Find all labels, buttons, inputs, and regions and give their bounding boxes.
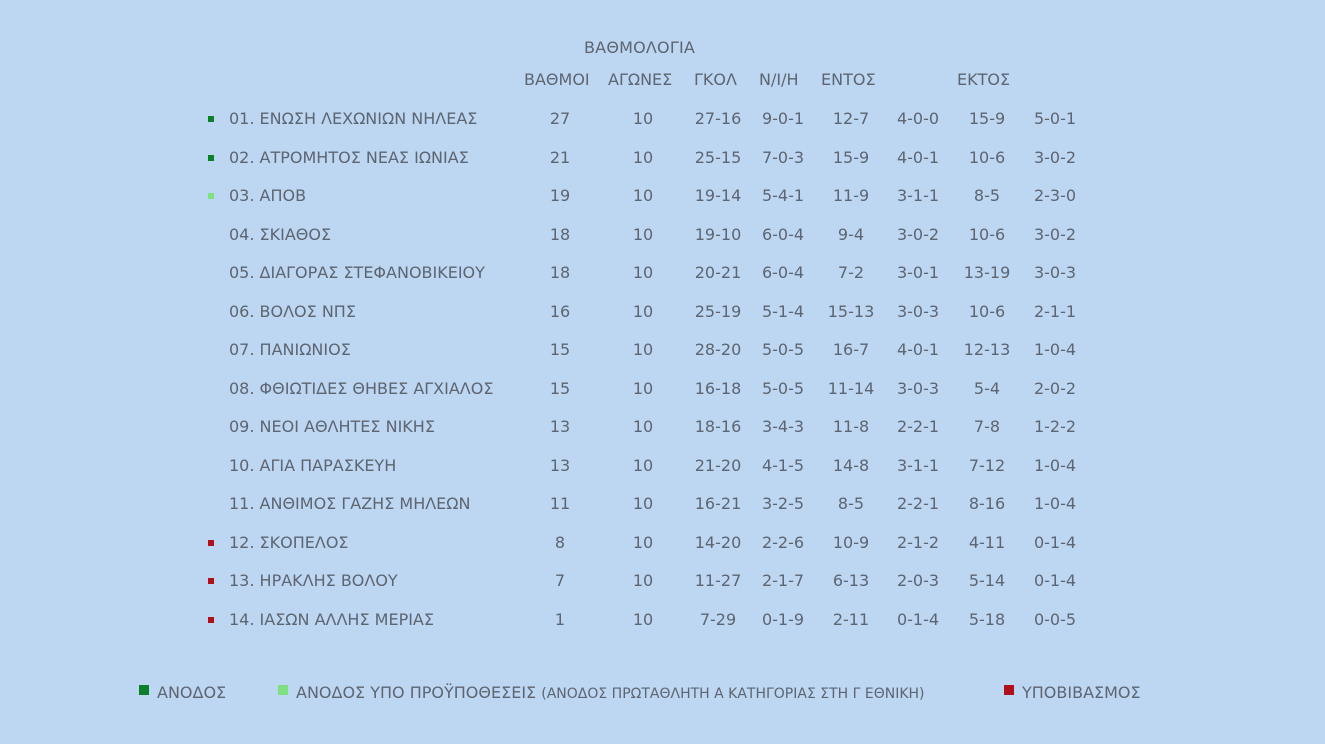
home-record-cell: 4-0-0 — [896, 109, 940, 128]
away-record-cell: 3-0-2 — [1033, 224, 1077, 244]
table-row — [0, 379, 1325, 409]
goals-cell: 7-29 — [699, 609, 737, 629]
legend-relegation-label: ΥΠΟΒΙΒΑΣΜΟΣ — [1022, 683, 1141, 702]
record-cell: 6-0-4 — [761, 263, 805, 282]
goals-cell: 14-20 — [694, 532, 742, 552]
team-name: 02. ΑΤΡΟΜΗΤΟΣ ΝΕΑΣ ΙΩΝΙΑΣ — [229, 147, 469, 167]
away-goals-cell: 10-6 — [968, 224, 1006, 244]
goals-cell: 19-10 — [694, 224, 742, 244]
home-goals-cell: 6-13 — [832, 571, 870, 590]
record-cell: 5-4-1 — [761, 186, 805, 205]
status-marker-icon — [208, 116, 214, 122]
team-name: 09. ΝΕΟΙ ΑΘΛΗΤΕΣ ΝΙΚΗΣ — [229, 417, 435, 436]
home-record-cell: 3-0-1 — [896, 263, 940, 282]
home-goals-cell: 11-9 — [832, 186, 870, 205]
legend-promotion-label: ΑΝΟΔΟΣ — [157, 683, 227, 702]
points-cell: 1 — [554, 609, 566, 629]
points-cell: 13 — [549, 417, 571, 436]
home-record-cell: 3-0-2 — [896, 224, 940, 244]
team-name: 07. ΠΑΝΙΩΝΙΟΣ — [229, 340, 351, 359]
games-cell: 10 — [632, 340, 654, 359]
goals-cell: 25-15 — [694, 147, 742, 167]
table-row — [0, 456, 1325, 486]
points-cell: 8 — [554, 532, 566, 552]
team-name: 03. ΑΠΟΒ — [229, 186, 307, 205]
team-name: 04. ΣΚΙΑΘΟΣ — [229, 224, 332, 244]
games-cell: 10 — [632, 186, 654, 205]
away-record-cell: 1-0-4 — [1033, 494, 1077, 513]
goals-cell: 11-27 — [694, 571, 742, 590]
home-goals-cell: 15-13 — [827, 301, 875, 321]
header-record: Ν/Ι/Η — [759, 70, 799, 89]
home-record-cell: 2-0-3 — [896, 571, 940, 590]
record-cell: 2-1-7 — [761, 571, 805, 590]
away-goals-cell: 15-9 — [968, 109, 1006, 128]
legend-conditional-note: (ΑΝΟΔΟΣ ΠΡΩΤΑΘΛΗΤΗ Α ΚΑΤΗΓΟΡΙΑΣ ΣΤΗ Γ ΕΘΝΙΚΗ) — [541, 686, 925, 702]
goals-cell: 27-16 — [694, 109, 742, 128]
status-marker-icon — [208, 578, 214, 584]
games-cell: 10 — [632, 301, 654, 321]
record-cell: 4-1-5 — [761, 455, 805, 475]
team-name: 06. ΒΟΛΟΣ ΝΠΣ — [229, 301, 356, 321]
table-row — [0, 148, 1325, 178]
home-goals-cell: 11-14 — [827, 378, 875, 398]
home-record-cell: 0-1-4 — [896, 609, 940, 629]
away-goals-cell: 12-13 — [963, 340, 1011, 359]
table-row — [0, 340, 1325, 370]
record-cell: 9-0-1 — [761, 109, 805, 128]
games-cell: 10 — [632, 609, 654, 629]
home-record-cell: 3-0-3 — [896, 378, 940, 398]
points-cell: 7 — [554, 571, 566, 590]
games-cell: 10 — [632, 532, 654, 552]
goals-cell: 20-21 — [694, 263, 742, 282]
points-cell: 19 — [549, 186, 571, 205]
home-goals-cell: 12-7 — [832, 109, 870, 128]
away-record-cell: 2-3-0 — [1033, 186, 1077, 205]
games-cell: 10 — [632, 224, 654, 244]
points-cell: 13 — [549, 455, 571, 475]
points-cell: 16 — [549, 301, 571, 321]
record-cell: 6-0-4 — [761, 224, 805, 244]
status-marker-icon — [208, 155, 214, 161]
games-cell: 10 — [632, 417, 654, 436]
team-name: 12. ΣΚΟΠΕΛΟΣ — [229, 532, 349, 552]
games-cell: 10 — [632, 147, 654, 167]
status-marker-icon — [208, 193, 214, 199]
goals-cell: 25-19 — [694, 301, 742, 321]
table-row — [0, 186, 1325, 216]
record-cell: 3-2-5 — [761, 494, 805, 513]
table-row — [0, 302, 1325, 332]
home-goals-cell: 2-11 — [832, 609, 870, 629]
points-cell: 15 — [549, 378, 571, 398]
games-cell: 10 — [632, 494, 654, 513]
away-record-cell: 1-0-4 — [1033, 340, 1077, 359]
table-row — [0, 610, 1325, 640]
goals-cell: 19-14 — [694, 186, 742, 205]
away-goals-cell: 5-4 — [973, 378, 1001, 398]
away-goals-cell: 5-14 — [968, 571, 1006, 590]
header-points: ΒΑΘΜΟΙ — [524, 70, 590, 89]
home-record-cell: 4-0-1 — [896, 147, 940, 167]
home-goals-cell: 9-4 — [837, 224, 865, 244]
away-record-cell: 1-2-2 — [1033, 417, 1077, 436]
home-goals-cell: 14-8 — [832, 455, 870, 475]
away-record-cell: 3-0-2 — [1033, 147, 1077, 167]
record-cell: 7-0-3 — [761, 147, 805, 167]
away-record-cell: 3-0-3 — [1033, 263, 1077, 282]
table-row — [0, 225, 1325, 255]
table-row — [0, 263, 1325, 293]
home-goals-cell: 11-8 — [832, 417, 870, 436]
table-row — [0, 417, 1325, 447]
home-record-cell: 3-1-1 — [896, 186, 940, 205]
away-goals-cell: 7-8 — [973, 417, 1001, 436]
team-name: 05. ΔΙΑΓΟΡΑΣ ΣΤΕΦΑΝΟΒΙΚΕΙΟΥ — [229, 263, 485, 282]
legend-relegation-swatch — [1004, 685, 1014, 695]
away-goals-cell: 8-5 — [973, 186, 1001, 205]
home-goals-cell: 8-5 — [837, 494, 865, 513]
home-goals-cell: 15-9 — [832, 147, 870, 167]
table-row — [0, 533, 1325, 563]
games-cell: 10 — [632, 109, 654, 128]
team-name: 01. ΕΝΩΣΗ ΛΕΧΩΝΙΩΝ ΝΗΛΕΑΣ — [229, 109, 478, 128]
team-name: 10. ΑΓΙΑ ΠΑΡΑΣΚΕΥΗ — [229, 455, 397, 475]
header-games: ΑΓΩΝΕΣ — [608, 70, 673, 89]
home-record-cell: 2-1-2 — [896, 532, 940, 552]
away-goals-cell: 10-6 — [968, 301, 1006, 321]
away-record-cell: 0-1-4 — [1033, 532, 1077, 552]
team-name: 13. ΗΡΑΚΛΗΣ ΒΟΛΟΥ — [229, 571, 398, 590]
standings-title: ΒΑΘΜΟΛΟΓΙΑ — [584, 38, 696, 57]
status-marker-icon — [208, 617, 214, 623]
legend-conditional-label — [296, 683, 925, 702]
away-record-cell: 2-1-1 — [1033, 301, 1077, 321]
table-row — [0, 571, 1325, 601]
header-home: ΕΝΤΟΣ — [821, 70, 876, 89]
legend-conditional-swatch — [278, 685, 288, 695]
team-name: 11. ΑΝΘΙΜΟΣ ΓΑΖΗΣ ΜΗΛΕΩΝ — [229, 494, 471, 513]
away-record-cell: 2-0-2 — [1033, 378, 1077, 398]
away-goals-cell: 5-18 — [968, 609, 1006, 629]
record-cell: 5-1-4 — [761, 301, 805, 321]
points-cell: 18 — [549, 224, 571, 244]
away-record-cell: 1-0-4 — [1033, 455, 1077, 475]
record-cell: 5-0-5 — [761, 340, 805, 359]
record-cell: 5-0-5 — [761, 378, 805, 398]
goals-cell: 16-18 — [694, 378, 742, 398]
home-record-cell: 3-1-1 — [896, 455, 940, 475]
team-name: 14. ΙΑΣΩΝ ΑΛΛΗΣ ΜΕΡΙΑΣ — [229, 609, 434, 629]
points-cell: 11 — [549, 494, 571, 513]
record-cell: 3-4-3 — [761, 417, 805, 436]
away-record-cell: 0-1-4 — [1033, 571, 1077, 590]
away-goals-cell: 10-6 — [968, 147, 1006, 167]
points-cell: 21 — [549, 147, 571, 167]
games-cell: 10 — [632, 455, 654, 475]
home-record-cell: 4-0-1 — [896, 340, 940, 359]
record-cell: 2-2-6 — [761, 532, 805, 552]
home-record-cell: 2-2-1 — [896, 417, 940, 436]
goals-cell: 21-20 — [694, 455, 742, 475]
away-goals-cell: 4-11 — [968, 532, 1006, 552]
home-goals-cell: 7-2 — [837, 263, 865, 282]
away-goals-cell: 13-19 — [963, 263, 1011, 282]
legend-promotion-swatch — [139, 685, 149, 695]
goals-cell: 18-16 — [694, 417, 742, 436]
home-goals-cell: 10-9 — [832, 532, 870, 552]
home-record-cell: 2-2-1 — [896, 494, 940, 513]
points-cell: 27 — [549, 109, 571, 128]
games-cell: 10 — [632, 263, 654, 282]
goals-cell: 28-20 — [694, 340, 742, 359]
points-cell: 15 — [549, 340, 571, 359]
status-marker-icon — [208, 540, 214, 546]
away-record-cell: 5-0-1 — [1033, 109, 1077, 128]
record-cell: 0-1-9 — [761, 609, 805, 629]
table-row — [0, 494, 1325, 524]
points-cell: 18 — [549, 263, 571, 282]
table-row — [0, 109, 1325, 139]
away-goals-cell: 7-12 — [968, 455, 1006, 475]
games-cell: 10 — [632, 378, 654, 398]
away-goals-cell: 8-16 — [968, 494, 1006, 513]
home-goals-cell: 16-7 — [832, 340, 870, 359]
goals-cell: 16-21 — [694, 494, 742, 513]
header-goals: ΓΚΟΛ — [694, 70, 737, 89]
games-cell: 10 — [632, 571, 654, 590]
header-away: ΕΚΤΟΣ — [957, 70, 1011, 89]
team-name: 08. ΦΘΙΩΤΙΔΕΣ ΘΗΒΕΣ ΑΓΧΙΑΛΟΣ — [229, 378, 494, 398]
legend-conditional-text: ΑΝΟΔΟΣ ΥΠΟ ΠΡΟΫΠΟΘΕΣΕΙΣ — [296, 683, 537, 702]
away-record-cell: 0-0-5 — [1033, 609, 1077, 629]
home-record-cell: 3-0-3 — [896, 301, 940, 321]
